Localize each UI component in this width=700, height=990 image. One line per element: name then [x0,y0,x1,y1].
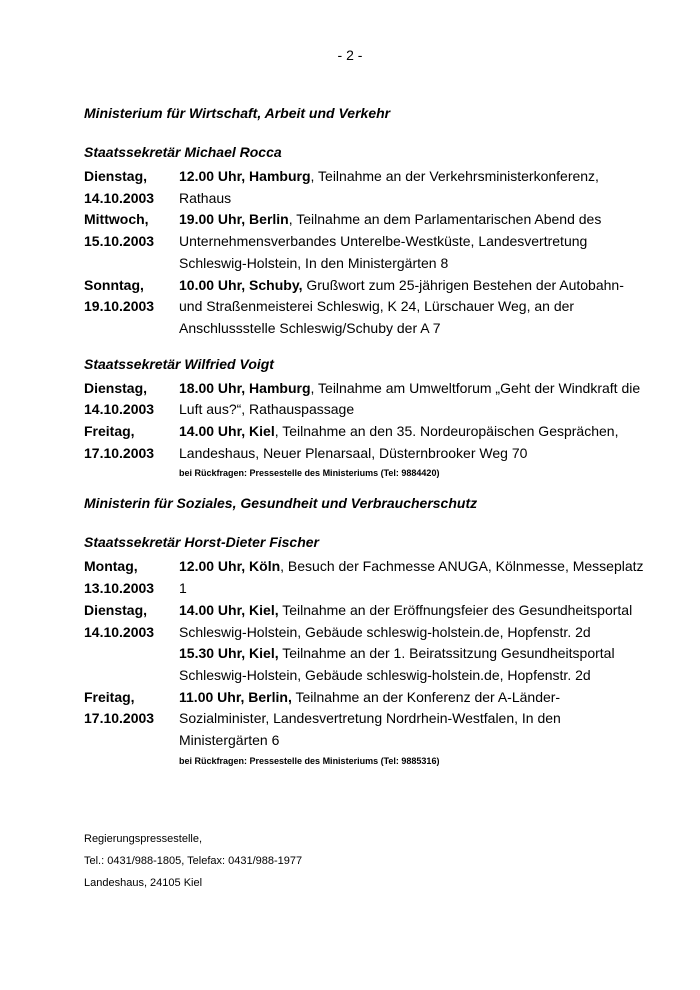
weekday: Dienstag, [84,601,148,618]
footer-organization: Regierungspressestelle, [84,833,203,845]
time-place: 14.00 Uhr, Kiel, [179,601,279,618]
weekday: Dienstag, [84,379,148,396]
date: 13.10.2003 [84,580,155,597]
document-body [84,103,644,767]
time-place: 12.00 Uhr, Hamburg [179,168,311,184]
press-contact: bei Rückfragen: Pressestelle des Ministeriums (Tel: 9884420) [179,468,440,479]
weekday: Montag, [84,558,138,575]
appointment-text [179,378,644,421]
date: 17.10.2003 [84,710,155,727]
appointment-text [179,643,644,686]
appointment-date [84,643,179,686]
appointment-entry [84,421,644,464]
time-place: 11.00 Uhr, Berlin, [179,688,292,705]
weekday: Sonntag, [84,276,144,293]
weekday: Dienstag, [84,168,148,184]
appointment-text [179,166,644,209]
secretary-heading: Staatssekretär Wilfried Voigt [84,355,274,372]
appointment-date [84,209,179,274]
appointment-text [179,556,644,599]
description: , Teilnahme an der Verkehrsministerkonferenz, Rathaus [179,168,599,206]
date: 17.10.2003 [84,444,155,461]
time-place: 10.00 Uhr, Schuby, [179,276,303,293]
appointment-date [84,378,179,421]
press-contact: bei Rückfragen: Pressestelle des Ministeriums (Tel: 9885316) [179,755,440,766]
appointment-entry [84,556,644,599]
appointment-entry [84,166,644,209]
time-place: 15.30 Uhr, Kiel, [179,645,279,662]
appointment-text [179,687,644,752]
appointment-entry [84,209,644,274]
description: , Teilnahme an den 35. Nordeuropäischen Gesprächen, Landeshaus, Neuer Plenarsaal, Düsternbrooker Weg 70 [179,423,619,461]
time-place: 14.00 Uhr, Kiel [179,423,275,440]
date: 14.10.2003 [84,623,155,640]
appointment-text [179,421,644,464]
description: Teilnahme an der 1. Beiratssitzung Gesundheitsportal Schleswig-Holstein, Gebäude schleswig-holstein.de, Hopfenstr. 2d [179,645,615,683]
appointment-date [84,600,179,643]
weekday: Freitag, [84,423,135,440]
page-number: - 2 - [337,47,363,63]
time-place: 12.00 Uhr, Köln [179,558,281,575]
ministry-heading: Ministerin für Soziales, Gesundheit und Verbraucherschutz [84,495,478,512]
appointment-date [84,687,179,752]
weekday: Freitag, [84,688,135,705]
secretary-heading: Staatssekretär Horst-Dieter Fischer [84,534,319,551]
time-place: 18.00 Uhr, Hamburg [179,379,311,396]
appointment-date [84,166,179,209]
weekday: Mittwoch, [84,211,149,228]
date: 19.10.2003 [84,298,155,315]
date: 14.10.2003 [84,401,155,418]
date: 14.10.2003 [84,189,155,206]
appointment-text [179,209,644,274]
secretary-heading: Staatssekretär Michael Rocca [84,144,282,160]
appointment-entry [84,378,644,421]
appointment-entry [84,643,644,686]
appointment-text [179,275,644,340]
appointment-date [84,421,179,464]
appointment-date [84,275,179,340]
appointment-entry [84,600,644,643]
description: , Teilnahme an dem Parlamentarischen Abend des Unternehmensverbandes Unterelbe-Westküste, Landesvertretung Schleswig-Holstein, In den Ministergärten 8 [179,211,602,271]
appointment-entry [84,275,644,340]
appointment-entry [84,687,644,752]
time-place: 19.00 Uhr, Berlin [179,211,289,228]
description: Teilnahme an der Konferenz der A-Länder-Sozialminister, Landesvertretung Nordrhein-Westfalen, In den Ministergärten 6 [179,688,561,749]
footer-address: Landeshaus, 24105 Kiel [84,877,203,889]
footer [84,828,302,894]
description: Grußwort zum 25-jährigen Bestehen der Autobahn- und Straßenmeisterei Schleswig, K 24, Lürschauer Weg, an der Anschlussstelle Schleswig/Schuby der A 7 [179,276,624,336]
appointment-date [84,556,179,599]
description: , Besuch der Fachmesse ANUGA, Kölnmesse, Messeplatz 1 [179,558,644,597]
ministry-heading: Ministerium für Wirtschaft, Arbeit und Verkehr [84,105,391,121]
description: , Teilnahme am Umweltforum „Geht der Windkraft die Luft aus?“, Rathauspassage [179,379,641,418]
date: 15.10.2003 [84,233,155,250]
footer-phone: Tel.: 0431/988-1805, Telefax: 0431/988-1977 [84,855,303,867]
appointment-text [179,600,644,643]
description: Teilnahme an der Eröffnungsfeier des Gesundheitsportal Schleswig-Holstein, Gebäude schleswig-holstein.de, Hopfenstr. 2d [179,601,633,640]
